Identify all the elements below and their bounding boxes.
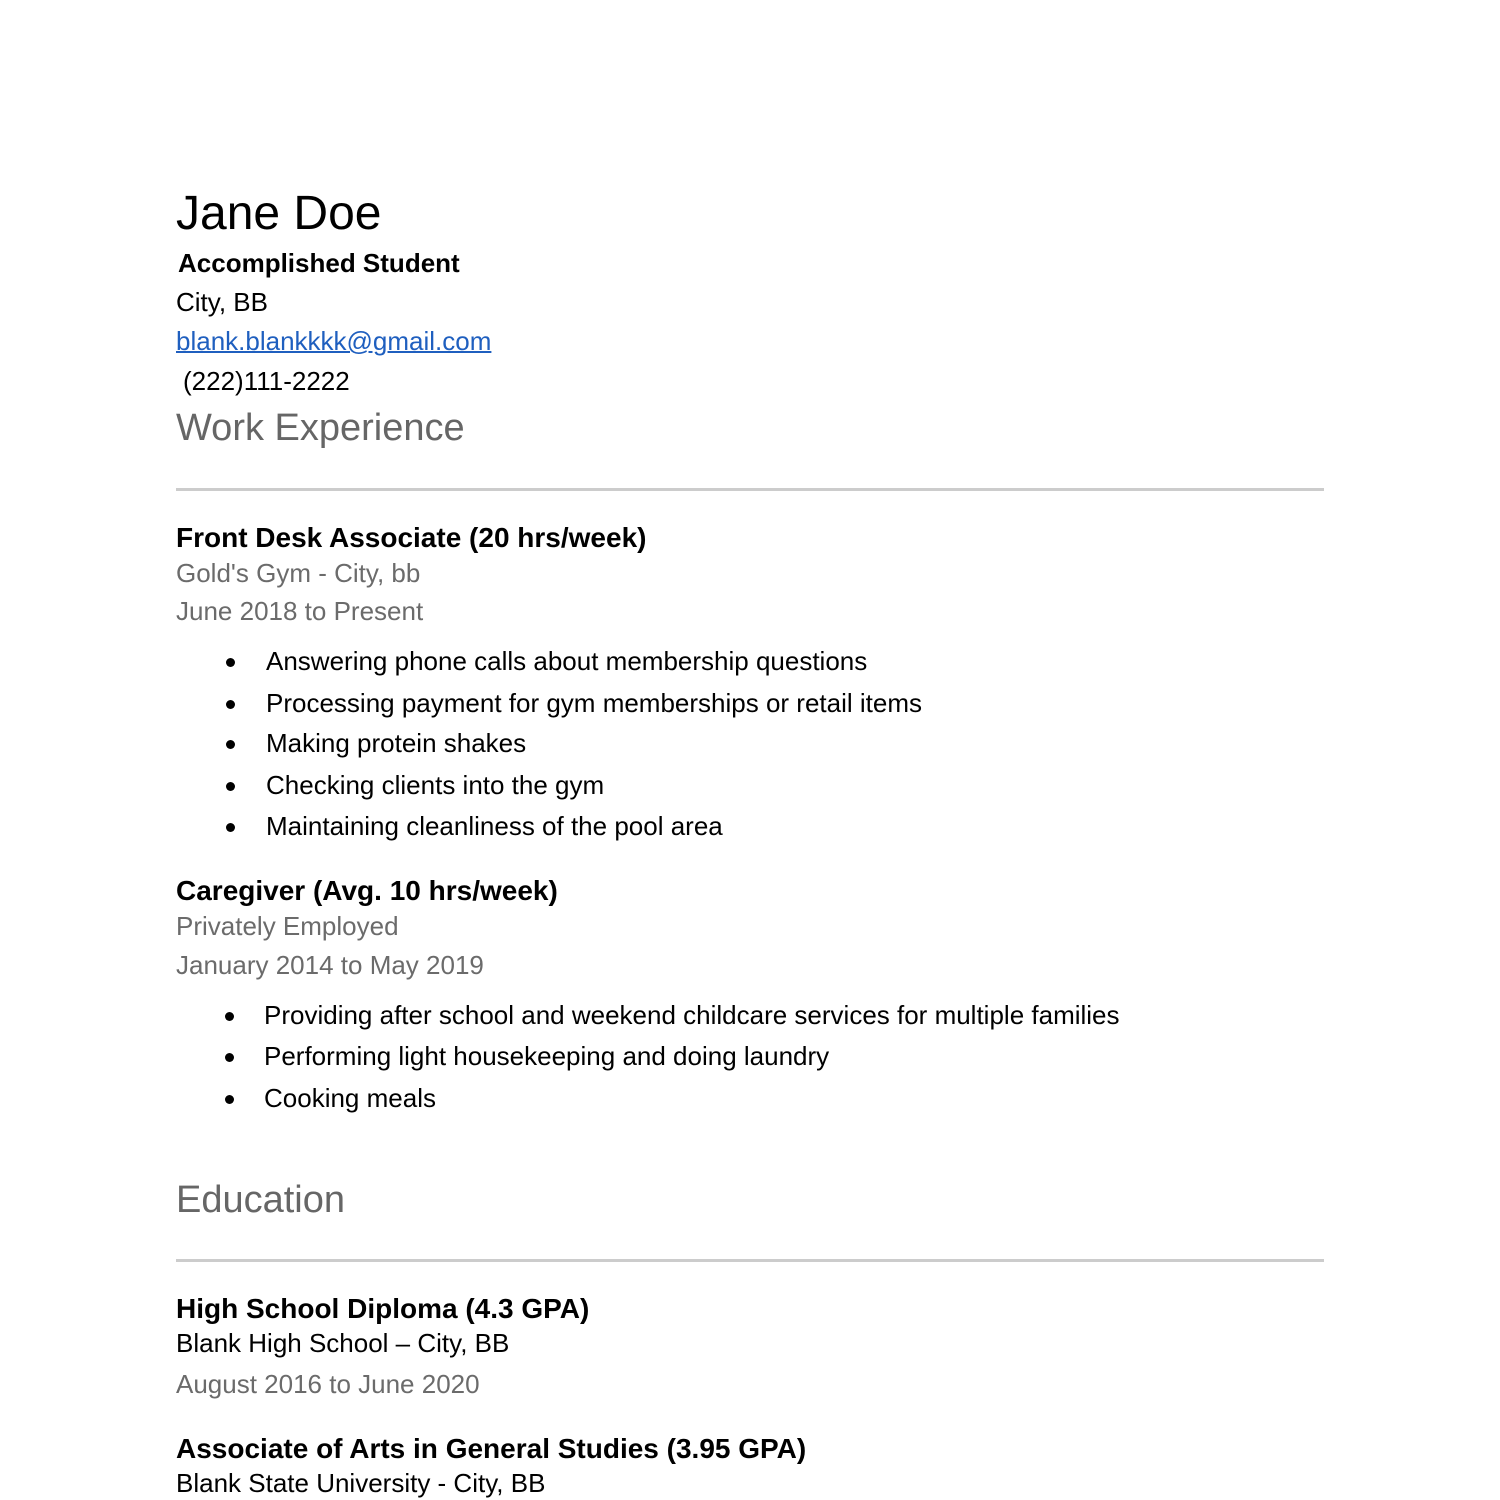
section-divider [176, 1259, 1324, 1262]
section-heading-education: Education [176, 1179, 346, 1221]
candidate-subtitle: Accomplished Student [178, 248, 460, 278]
candidate-location: City, BB [176, 287, 268, 317]
list-item: Processing payment for gym memberships or retail items [266, 688, 923, 718]
candidate-phone: (222)111-2222 [183, 366, 350, 396]
list-item: Cooking meals [264, 1083, 436, 1113]
list-item: Providing after school and weekend childcare services for multiple families [264, 1000, 1120, 1030]
list-item: Making protein shakes [266, 728, 527, 758]
list-item: Answering phone calls about membership questions [266, 646, 868, 676]
section-heading-work-experience: Work Experience [176, 407, 465, 449]
bullet-icon [225, 1095, 234, 1104]
bullet-icon [226, 700, 235, 709]
candidate-email-link[interactable]: blank.blankkkk@gmail.com [176, 326, 492, 356]
job-employer: Gold's Gym - City, bb [176, 558, 421, 588]
education-school: Blank High School – City, BB [176, 1328, 510, 1358]
bullet-icon [226, 740, 235, 749]
candidate-name: Jane Doe [176, 187, 382, 240]
list-item: Maintaining cleanliness of the pool area [266, 811, 723, 841]
job-title: Caregiver (Avg. 10 hrs/week) [176, 875, 558, 906]
section-divider [176, 488, 1324, 491]
bullet-icon [226, 782, 235, 791]
education-degree: Associate of Arts in General Studies (3.95 GPA) [176, 1433, 807, 1464]
job-dates: January 2014 to May 2019 [176, 950, 484, 980]
bullet-icon [225, 1053, 234, 1062]
bullet-icon [226, 658, 235, 667]
bullet-icon [226, 823, 235, 832]
education-school: Blank State University - City, BB [176, 1468, 546, 1498]
education-degree: High School Diploma (4.3 GPA) [176, 1293, 590, 1324]
education-dates: August 2016 to June 2020 [176, 1369, 480, 1399]
job-employer: Privately Employed [176, 911, 399, 941]
list-item: Checking clients into the gym [266, 770, 605, 800]
bullet-icon [225, 1012, 234, 1021]
job-title: Front Desk Associate (20 hrs/week) [176, 522, 647, 553]
list-item: Performing light housekeeping and doing laundry [264, 1041, 830, 1071]
job-dates: June 2018 to Present [176, 596, 424, 626]
